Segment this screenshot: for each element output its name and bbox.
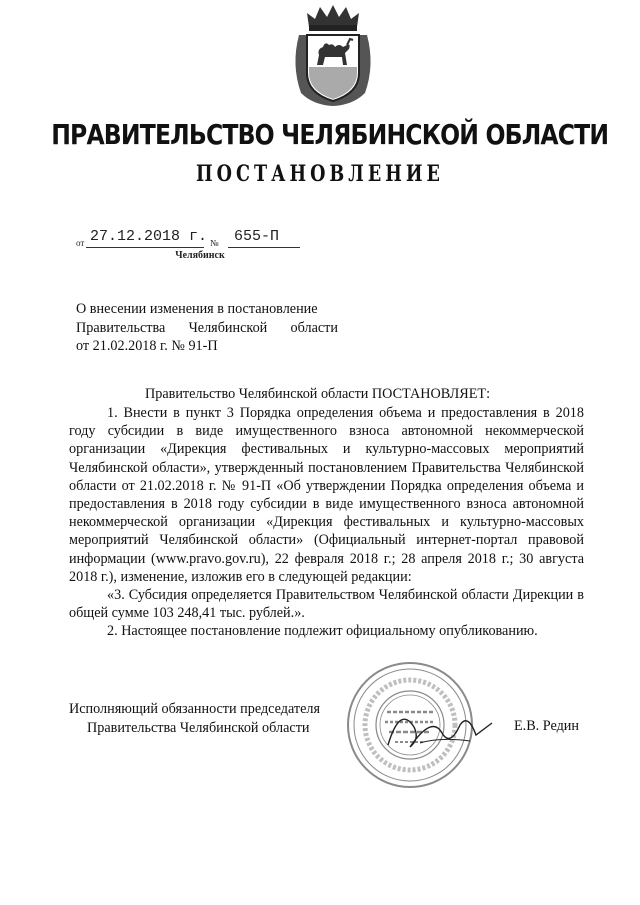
date-prefix-label: от [76, 238, 85, 248]
paragraph-2: «3. Субсидия определяется Правительством Челябинской области Дирекции в общей сумме 103 248,41 тыс. рублей.». [69, 587, 584, 622]
resolution-intro: Правительство Челябинской области ПОСТАНОВЛЯЕТ: [145, 386, 491, 402]
government-title: ПРАВИТЕЛЬСТВО ЧЕЛЯБИНСКОЙ ОБЛАСТИ [51, 118, 609, 151]
subject-line-1: О внесении изменения в постановление [76, 301, 318, 317]
signatory-position-line-1: Исполняющий обязанности председателя [69, 701, 320, 717]
subject-line-2: Правительства Челябинской области [76, 319, 338, 336]
handwritten-signature-icon [380, 695, 500, 765]
number-prefix-label: № [210, 238, 219, 248]
document-date: 27.12.2018 г. [90, 228, 208, 245]
paragraph-1: 1. Внести в пункт 3 Порядка определения объема и предоставления в 2018 году субсидии в виде имущественного взноса автономной некоммерческой организации «Дирекция фестивальных и культурно-массовых мероприятий Челябинской области», утвержденный постановлением Правительства Челябинской области от 21.02.2018 г. № 91-П «Об утверждении Порядка определения объема и предоставления в 2018 году субсидии в виде имущественного взноса автономной некоммерческой организации «Дирекция фестивальных и культурно-массовых мероприятий Челябинской области» (Официальный интернет-портал правовой информации (www.pravo.gov.ru), 22 февраля 2018 г.; 28 апреля 2018 г.; 30 августа 2018 г.), изменение, изложив его в следующей редакции: [69, 405, 584, 585]
city-label: Челябинск [175, 250, 225, 261]
document-type-title: ПОСТАНОВЛЕНИЕ [196, 161, 444, 187]
number-underline [228, 247, 300, 248]
resolution-body [69, 404, 584, 641]
signatory-position-line-2: Правительства Челябинской области [87, 720, 310, 736]
paragraph-3: 2. Настоящее постановление подлежит официальному опубликованию. [107, 623, 538, 640]
document-subject [76, 300, 338, 356]
coat-of-arms-icon [287, 5, 379, 107]
date-underline [86, 247, 204, 248]
signatory-name: Е.В. Редин [514, 718, 579, 734]
document-number: 655-П [234, 228, 280, 245]
signatory-position [69, 700, 349, 738]
subject-line-3: от 21.02.2018 г. № 91-П [76, 338, 218, 354]
